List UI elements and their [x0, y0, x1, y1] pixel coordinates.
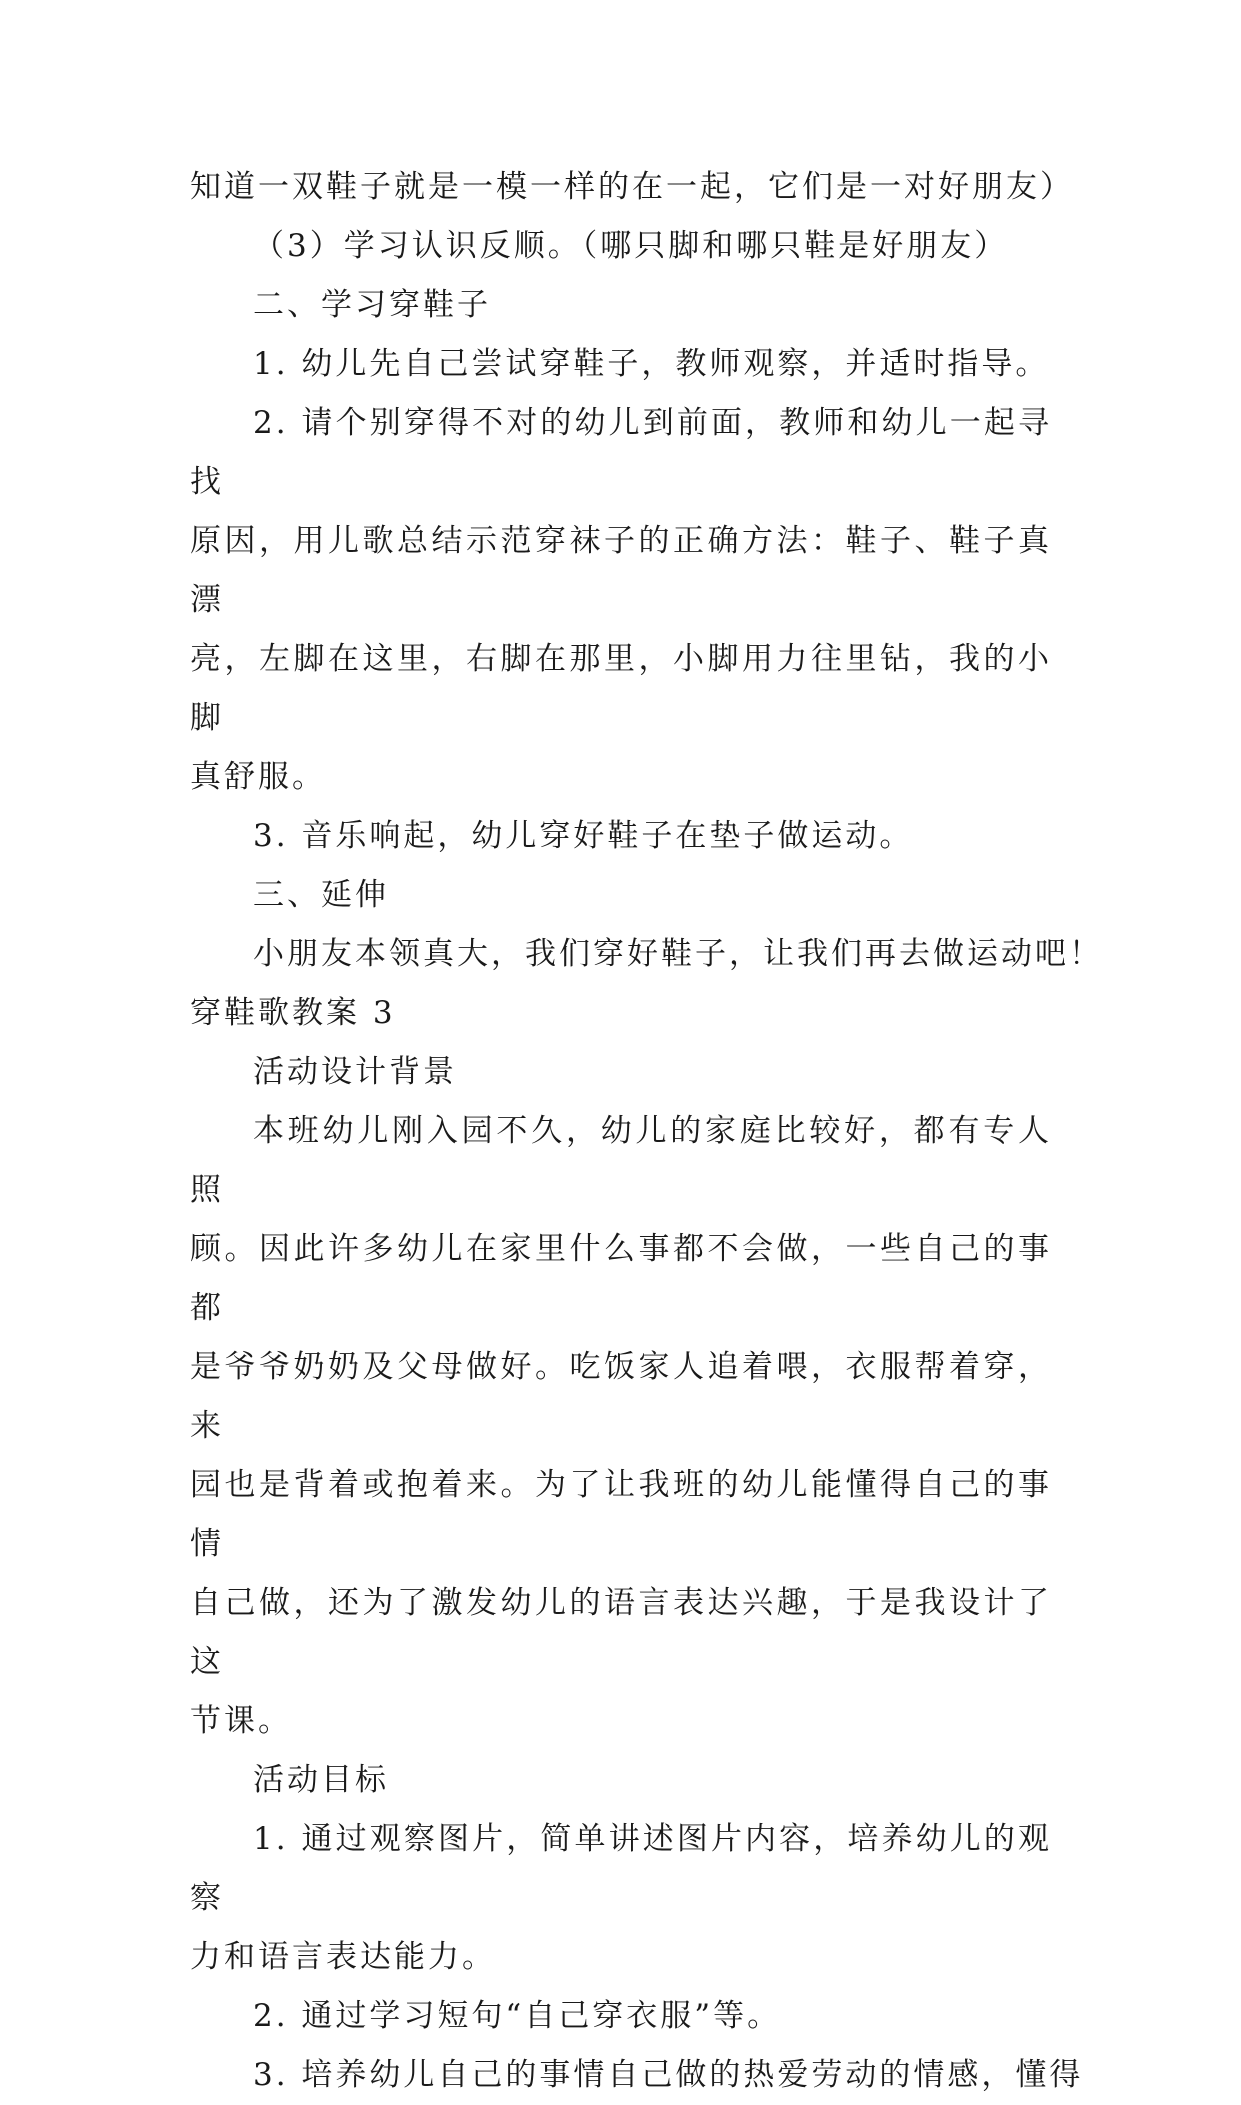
section-heading: 三、延伸: [253, 877, 389, 913]
document-title: 穿鞋歌教案 3: [190, 995, 396, 1031]
list-item: 3. 培养幼儿自己的事情自己做的热爱劳动的情感，懂得: [253, 2057, 1084, 2093]
list-item: 1. 幼儿先自己尝试穿鞋子，教师观察，并适时指导。: [253, 346, 1050, 382]
list-item: 3. 音乐响起，幼儿穿好鞋子在垫子做运动。: [253, 818, 914, 854]
list-item: 1. 通过观察图片，简单讲述图片内容，培养幼儿的观察 力和语言表达能力。: [190, 1821, 1052, 1975]
text-line: 知道一双鞋子就是一模一样的在一起，它们是一对好朋友）: [190, 169, 1074, 205]
text-line: （3）学习认识反顺。（哪只脚和哪只鞋是好朋友）: [253, 228, 1009, 264]
section-heading: 二、学习穿鞋子: [253, 287, 491, 323]
paragraph: 本班幼儿刚入园不久，幼儿的家庭比较好，都有专人照 顾。因此许多幼儿在家里什么事都不会做，一些自己的事都 是爷爷奶奶及父母做好。吃饭家人追着喂，衣服帮着穿，来 园也是背着或抱着来。为了让我班的幼儿能懂得自己的事情 自己做，还为了激发幼儿的语言表达兴趣，于是我设计了这 节课。: [190, 1113, 1052, 1739]
document-page: [190, 158, 1103, 2105]
list-item: 2. 通过学习短句“自己穿衣服”等。: [253, 1998, 782, 2034]
section-heading: 活动目标: [253, 1762, 389, 1798]
paragraph: 小朋友本领真大，我们穿好鞋子，让我们再去做运动吧！: [253, 936, 1103, 972]
section-heading: 活动设计背景: [253, 1054, 457, 1090]
list-item: 2. 请个别穿得不对的幼儿到前面，教师和幼儿一起寻找 原因，用儿歌总结示范穿袜子的正确方法：鞋子、鞋子真漂 亮，左脚在这里，右脚在那里，小脚用力往里钻，我的小脚 真舒服。: [190, 405, 1052, 795]
